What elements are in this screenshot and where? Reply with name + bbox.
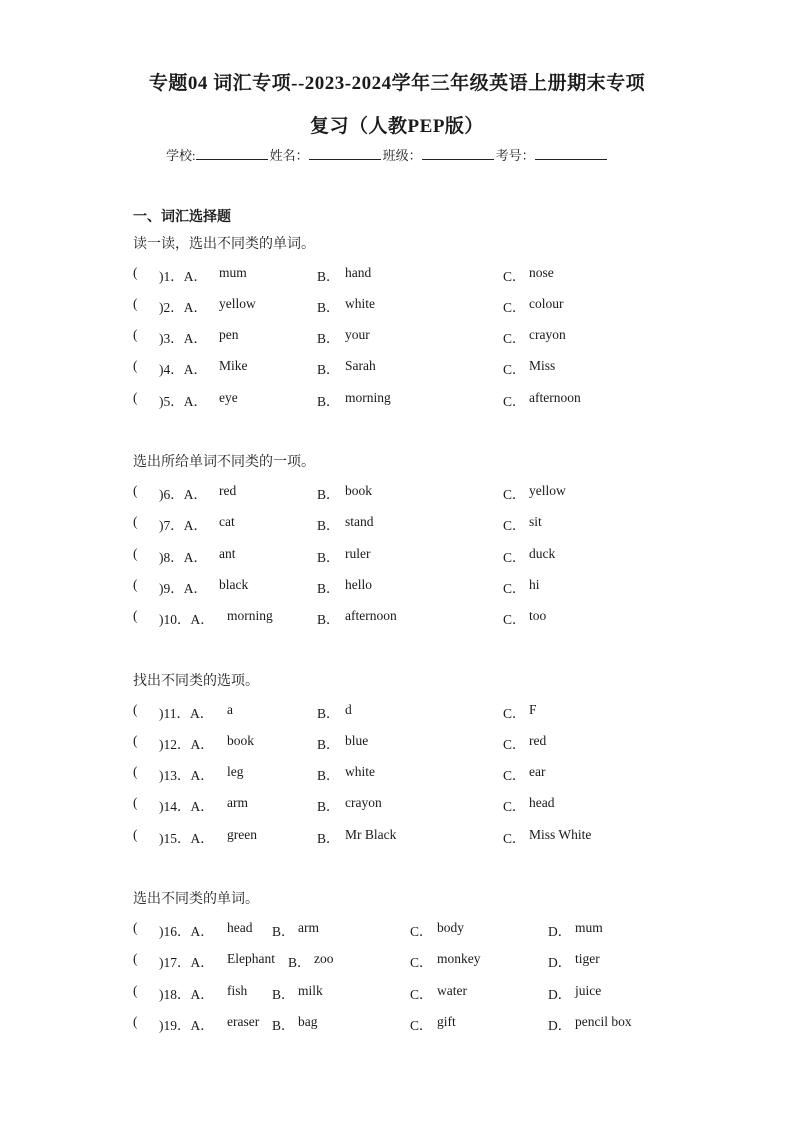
option-c-label: C．	[503, 768, 526, 783]
option-c[interactable]: Miss White	[529, 827, 592, 842]
option-c-label: C．	[503, 581, 526, 596]
option-a[interactable]: head	[227, 920, 253, 935]
option-a[interactable]: black	[219, 577, 249, 592]
option-c[interactable]: afternoon	[529, 390, 581, 405]
class-label: 班级：	[382, 148, 422, 163]
question-number: )10．A．	[159, 612, 214, 627]
option-b-label: B．	[317, 269, 340, 284]
group-2-instruction: 选出所给单词不同类的一项。	[133, 455, 315, 470]
option-b[interactable]: arm	[298, 920, 319, 935]
answer-paren-open[interactable]: (	[133, 827, 138, 842]
option-c-label: C．	[503, 831, 526, 846]
answer-paren-open[interactable]: (	[133, 577, 138, 592]
option-b[interactable]: Mr Black	[345, 827, 397, 842]
question-number: )5．A．	[159, 394, 207, 409]
option-a[interactable]: morning	[227, 608, 273, 623]
section-heading: 一、词汇选择题	[133, 210, 231, 225]
option-b[interactable]: morning	[345, 390, 391, 405]
document-title-line-2: 复习（人教PEP版）	[310, 116, 484, 137]
answer-paren-open[interactable]: (	[133, 1014, 138, 1029]
option-a[interactable]: Elephant	[227, 951, 275, 966]
option-b[interactable]: stand	[345, 514, 374, 529]
answer-paren-open[interactable]: (	[133, 764, 138, 779]
document-title-line-1: 专题04 词汇专项--2023-2024学年三年级英语上册期末专项	[148, 73, 646, 94]
option-b-label: B．	[317, 487, 340, 502]
option-d-label: D．	[548, 955, 572, 970]
option-a[interactable]: leg	[227, 764, 244, 779]
option-b-label: B．	[317, 799, 340, 814]
answer-paren-open[interactable]: (	[133, 795, 138, 810]
name-label: 姓名：	[269, 148, 309, 163]
answer-paren-open[interactable]: (	[133, 296, 138, 311]
option-b[interactable]: hand	[345, 265, 372, 280]
option-c-label: C．	[503, 737, 526, 752]
option-b-label: B．	[317, 706, 340, 721]
option-a[interactable]: green	[227, 827, 257, 842]
option-c[interactable]: red	[529, 733, 547, 748]
option-a[interactable]: Mike	[219, 358, 248, 373]
class-blank[interactable]	[422, 146, 494, 160]
question-number: )13．A．	[159, 768, 214, 783]
question-number: )4．A．	[159, 362, 207, 377]
answer-paren-open[interactable]: (	[133, 483, 138, 498]
option-c[interactable]: crayon	[529, 327, 566, 342]
answer-paren-open[interactable]: (	[133, 920, 138, 935]
option-c[interactable]: ear	[529, 764, 546, 779]
option-c[interactable]: yellow	[529, 483, 566, 498]
option-c-label: C．	[503, 394, 526, 409]
question-number: )9．A．	[159, 581, 207, 596]
question-number: )11．A．	[159, 706, 214, 721]
option-c-label: C．	[503, 300, 526, 315]
option-d-label: D．	[548, 987, 572, 1002]
question-number: )15．A．	[159, 831, 214, 846]
option-c-label: C．	[503, 487, 526, 502]
question-number: )8．A．	[159, 550, 207, 565]
question-number: )17．A．	[159, 955, 214, 970]
option-b-label: B．	[317, 394, 340, 409]
answer-paren-open[interactable]: (	[133, 327, 138, 342]
option-b-label: B．	[272, 924, 295, 939]
option-d-label: D．	[548, 924, 572, 939]
option-c[interactable]: monkey	[437, 951, 481, 966]
option-b-label: B．	[317, 331, 340, 346]
option-b[interactable]: blue	[345, 733, 369, 748]
option-c-label: C．	[410, 1018, 433, 1033]
option-c[interactable]: hi	[529, 577, 540, 592]
option-b-label: B．	[317, 612, 340, 627]
answer-paren-open[interactable]: (	[133, 983, 138, 998]
group-3-instruction: 找出不同类的选项。	[133, 674, 259, 689]
name-blank[interactable]	[309, 146, 381, 160]
option-b[interactable]: crayon	[345, 795, 382, 810]
school-blank[interactable]	[196, 146, 268, 160]
option-b[interactable]: ruler	[345, 546, 371, 561]
answer-paren-open[interactable]: (	[133, 265, 138, 280]
option-b[interactable]: white	[345, 764, 375, 779]
question-number: )18．A．	[159, 987, 214, 1002]
student-info-line	[166, 145, 609, 164]
option-c-label: C．	[410, 924, 433, 939]
option-a[interactable]: yellow	[219, 296, 256, 311]
option-b[interactable]: afternoon	[345, 608, 397, 623]
option-b[interactable]: hello	[345, 577, 372, 592]
option-b-label: B．	[317, 737, 340, 752]
option-b-label: B．	[288, 955, 311, 970]
exam-number-blank[interactable]	[535, 146, 607, 160]
option-a[interactable]: pen	[219, 327, 239, 342]
option-c-label: C．	[503, 799, 526, 814]
option-b-label: B．	[317, 550, 340, 565]
group-4-instruction: 选出不同类的单词。	[133, 892, 259, 907]
question-number: )7．A．	[159, 518, 207, 533]
option-c[interactable]: gift	[437, 1014, 456, 1029]
option-b-label: B．	[317, 831, 340, 846]
option-d[interactable]: mum	[575, 920, 603, 935]
answer-paren-open[interactable]: (	[133, 951, 138, 966]
question-number: )12．A．	[159, 737, 214, 752]
option-b[interactable]: book	[345, 483, 372, 498]
answer-paren-open[interactable]: (	[133, 733, 138, 748]
option-c-label: C．	[503, 362, 526, 377]
option-a[interactable]: eye	[219, 390, 238, 405]
option-a[interactable]: arm	[227, 795, 248, 810]
option-b-label: B．	[272, 987, 295, 1002]
question-number: )2．A．	[159, 300, 207, 315]
option-c[interactable]: F	[529, 702, 537, 717]
option-c[interactable]: head	[529, 795, 555, 810]
option-b-label: B．	[317, 581, 340, 596]
option-d[interactable]: juice	[575, 983, 602, 998]
school-label: 学校:	[166, 148, 196, 163]
option-c[interactable]: body	[437, 920, 464, 935]
answer-paren-open[interactable]: (	[133, 390, 138, 405]
option-b[interactable]: bag	[298, 1014, 318, 1029]
option-c[interactable]: Miss	[529, 358, 556, 373]
option-c[interactable]: colour	[529, 296, 564, 311]
option-a[interactable]: fish	[227, 983, 248, 998]
answer-paren-open[interactable]: (	[133, 702, 138, 717]
option-d-label: D．	[548, 1018, 572, 1033]
option-c-label: C．	[503, 706, 526, 721]
question-number: )19．A．	[159, 1018, 214, 1033]
option-b-label: B．	[317, 362, 340, 377]
option-c-label: C．	[503, 331, 526, 346]
option-d[interactable]: pencil box	[575, 1014, 632, 1029]
option-c[interactable]: nose	[529, 265, 554, 280]
question-number: )16．A．	[159, 924, 214, 939]
question-number: )1．A．	[159, 269, 207, 284]
option-a[interactable]: eraser	[227, 1014, 260, 1029]
option-b[interactable]: your	[345, 327, 370, 342]
option-b[interactable]: zoo	[314, 951, 334, 966]
option-a[interactable]: book	[227, 733, 254, 748]
option-d[interactable]: tiger	[575, 951, 600, 966]
option-a[interactable]: cat	[219, 514, 235, 529]
answer-paren-open[interactable]: (	[133, 608, 138, 623]
option-c[interactable]: water	[437, 983, 467, 998]
question-number: )14．A．	[159, 799, 214, 814]
option-b[interactable]: d	[345, 702, 352, 717]
option-c[interactable]: duck	[529, 546, 556, 561]
option-b[interactable]: Sarah	[345, 358, 376, 373]
option-b-label: B．	[317, 768, 340, 783]
exam-number-label: 考号：	[495, 148, 535, 163]
option-c-label: C．	[503, 518, 526, 533]
option-c-label: C．	[503, 269, 526, 284]
option-a[interactable]: ant	[219, 546, 236, 561]
option-b-label: B．	[272, 1018, 295, 1033]
option-c[interactable]: too	[529, 608, 547, 623]
answer-paren-open[interactable]: (	[133, 514, 138, 529]
answer-paren-open[interactable]: (	[133, 358, 138, 373]
option-c-label: C．	[503, 550, 526, 565]
option-b-label: B．	[317, 300, 340, 315]
question-number: )6．A．	[159, 487, 207, 502]
option-b[interactable]: milk	[298, 983, 323, 998]
group-1-instruction: 读一读，选出不同类的单词。	[133, 237, 315, 252]
answer-paren-open[interactable]: (	[133, 546, 138, 561]
option-c-label: C．	[503, 612, 526, 627]
option-a[interactable]: mum	[219, 265, 247, 280]
option-b-label: B．	[317, 518, 340, 533]
option-a[interactable]: red	[219, 483, 237, 498]
option-b[interactable]: white	[345, 296, 375, 311]
option-c-label: C．	[410, 955, 433, 970]
question-number: )3．A．	[159, 331, 207, 346]
option-c[interactable]: sit	[529, 514, 542, 529]
option-a[interactable]: a	[227, 702, 233, 717]
option-c-label: C．	[410, 987, 433, 1002]
